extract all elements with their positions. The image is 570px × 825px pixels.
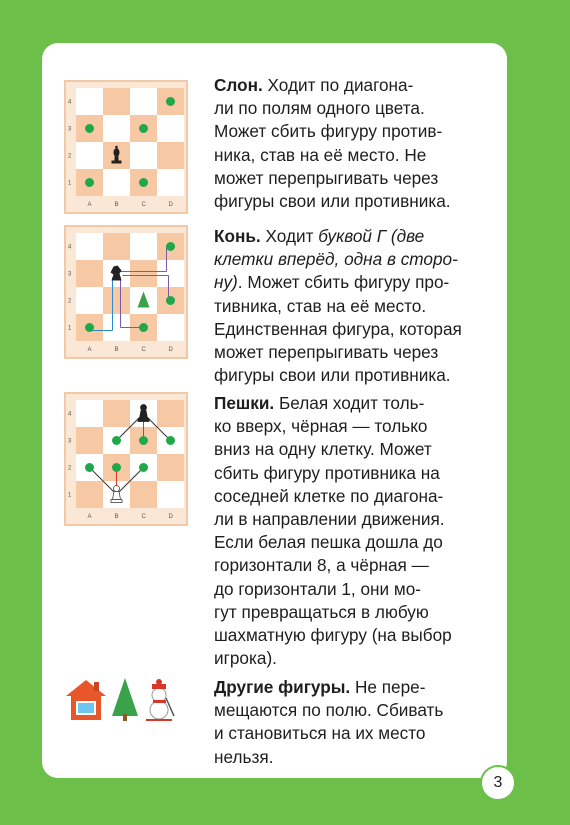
bishop-line: ника, став на её место. Не <box>214 144 427 165</box>
file-label: B <box>114 514 119 520</box>
bishop-line: Ходит по диагона- <box>262 75 414 95</box>
other-line: нельзя. <box>214 746 274 767</box>
bishop-description <box>214 74 486 213</box>
pawn-line: Белая ходит толь- <box>274 393 425 413</box>
move-dot <box>166 97 175 106</box>
pawn-line: ко вверх, чёрная — только <box>214 416 428 437</box>
pawn-board <box>64 392 188 526</box>
obstacle-figures-illustration <box>66 676 180 722</box>
file-label: A <box>87 347 92 353</box>
board-square <box>103 88 130 115</box>
file-label: B <box>114 202 119 208</box>
other-line: и становиться на их место <box>214 723 426 744</box>
bishop-board <box>64 80 188 214</box>
move-dot <box>166 296 175 305</box>
pawn-description <box>214 392 486 670</box>
rank-label: 4 <box>68 411 72 418</box>
file-label: C <box>141 202 146 208</box>
rank-label: 2 <box>68 153 72 160</box>
board-square <box>130 142 157 169</box>
board-square <box>76 233 103 260</box>
board-square <box>157 169 184 196</box>
move-dot <box>166 242 175 251</box>
knight-title: Конь. <box>214 226 261 246</box>
board-square <box>76 260 103 287</box>
rank-label: 3 <box>68 438 72 445</box>
bishop-line: Может сбить фигуру против- <box>214 121 443 142</box>
board-square <box>130 260 157 287</box>
rank-label: 1 <box>68 325 72 332</box>
other-figures-description <box>214 676 486 769</box>
pawn-line: игрока). <box>214 648 277 669</box>
rank-label: 2 <box>68 298 72 305</box>
board-square <box>76 481 103 508</box>
board-square <box>103 115 130 142</box>
board-square <box>157 400 184 427</box>
board-square <box>157 454 184 481</box>
rank-label: 4 <box>68 244 72 251</box>
tree-icon <box>112 678 138 721</box>
file-label: A <box>87 514 92 520</box>
board-square <box>130 88 157 115</box>
move-dot <box>85 323 94 332</box>
move-dot <box>112 436 121 445</box>
rank-label: 2 <box>68 465 72 472</box>
board-square <box>157 260 184 287</box>
board-square <box>130 481 157 508</box>
file-label: D <box>168 514 173 520</box>
pawn-line: горизонтали 8, а чёрная — <box>214 555 429 576</box>
file-label: C <box>141 347 146 353</box>
knight-line: фигуры свои или противника. <box>214 365 451 386</box>
bishop-line: ли по полям одного цвета. <box>214 98 425 119</box>
board-square <box>103 287 130 314</box>
board-square <box>157 481 184 508</box>
knight-board <box>64 225 188 359</box>
move-dot <box>139 323 148 332</box>
house-icon <box>66 680 106 720</box>
board-square <box>103 400 130 427</box>
board-square <box>76 400 103 427</box>
move-dot <box>112 463 121 472</box>
board-square <box>76 88 103 115</box>
file-label: D <box>168 202 173 208</box>
knight-line: Единственная фигура, которая <box>214 318 462 339</box>
rank-label: 4 <box>68 99 72 106</box>
rank-label: 3 <box>68 126 72 133</box>
page-number: 3 <box>480 765 516 801</box>
knight-line-italic: буквой Г (две <box>318 226 425 246</box>
knight-line: может перепрыгивать через <box>214 342 439 363</box>
rank-label: 1 <box>68 180 72 187</box>
bishop-line: фигуры свои или противника. <box>214 191 451 212</box>
bishop-title: Слон. <box>214 75 263 95</box>
rank-label: 3 <box>68 271 72 278</box>
move-dot <box>166 436 175 445</box>
move-dot <box>139 178 148 187</box>
knight-line-italic: ну) <box>214 272 238 293</box>
other-line: Не пере- <box>350 677 426 697</box>
knight-line: . Может сбить фигуру про- <box>237 272 450 293</box>
move-dot <box>85 124 94 133</box>
board-square <box>76 142 103 169</box>
board-square <box>103 233 130 260</box>
knight-description <box>214 225 486 387</box>
pawn-title: Пешки. <box>214 393 275 413</box>
pawn-line: гут превращаться в любую <box>214 601 429 622</box>
rank-label: 1 <box>68 492 72 499</box>
pawn-line: Если белая пешка дошла до <box>214 532 443 553</box>
file-label: B <box>114 347 119 353</box>
snowman-icon <box>146 679 174 720</box>
board-square <box>157 314 184 341</box>
pawn-line: ли в направлении движения. <box>214 509 445 530</box>
file-label: C <box>141 514 146 520</box>
pawn-line: соседней клетке по диагона- <box>214 485 444 506</box>
other-figures-title: Другие фигуры. <box>214 677 351 697</box>
board-square <box>76 427 103 454</box>
knight-line-italic: клетки вперёд, одна в сторо- <box>214 249 458 270</box>
bishop-line: может перепрыгивать через <box>214 167 439 188</box>
knight-line: Ходит <box>260 226 319 246</box>
knight-line: тивника, став на её место. <box>214 295 427 316</box>
move-dot <box>85 178 94 187</box>
board-square <box>157 115 184 142</box>
board-square <box>76 287 103 314</box>
board-square <box>130 233 157 260</box>
move-dot <box>139 463 148 472</box>
move-dot <box>139 124 148 133</box>
pawn-line: сбить фигуру противника на <box>214 462 440 483</box>
pawn-line: шахматную фигуру (на выбор <box>214 625 452 646</box>
file-label: A <box>87 202 92 208</box>
file-label: D <box>168 347 173 353</box>
board-square <box>103 169 130 196</box>
move-dot <box>139 436 148 445</box>
other-line: мещаются по полю. Сбивать <box>214 700 444 721</box>
move-dot <box>85 463 94 472</box>
board-square <box>157 142 184 169</box>
pawn-line: до горизонтали 1, они мо- <box>214 578 421 599</box>
pawn-line: вниз на одну клетку. Может <box>214 439 432 460</box>
